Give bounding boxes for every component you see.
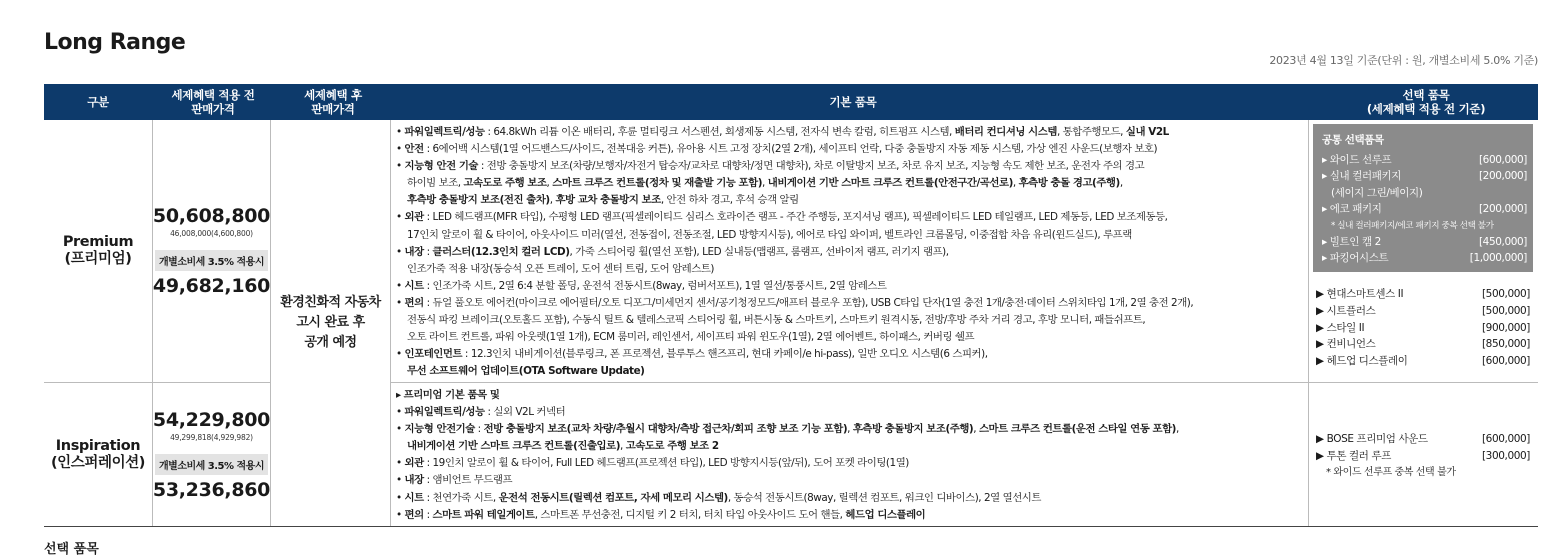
inspiration-option-note: * 와이드 선루프 중복 선택 불가 <box>1326 466 1456 478</box>
header-category <box>44 84 152 120</box>
option-item <box>1316 320 1530 337</box>
table-bottom-border <box>44 526 1538 527</box>
feature-line: • 지능형 안전기술 : 전방 충돌방지 보조(교차 차량/추월시 대향차/측방 접근차/회피 조향 보조 기능 포함), 후측방 충돌방지 보조(주행), 스마트 크루즈 컨트롤(운전 스타일 연동 포함), <box>396 423 1179 436</box>
option-price: [900,000] <box>1481 321 1530 334</box>
grid-line <box>1308 120 1309 526</box>
option-item <box>1316 431 1530 448</box>
option-label: ▶ 시트플러스 <box>1316 304 1376 317</box>
feature-line: • 편의 : 듀얼 풀오토 에어컨(마이크로 에어필터/오토 디포그/미세먼지 센서/공기청정모드/애프터 블로우 포함), USB C타입 단자(1열 충전 1개/충전·데이터 스위치타입 1개, 2열 충전 2개), <box>396 296 1194 309</box>
premium-features <box>396 124 1306 380</box>
option-label: ▶ 컨비니언스 <box>1316 338 1376 351</box>
premium-price-cell <box>153 120 270 382</box>
header-price-after: 세제혜택 후 판매가격 <box>304 88 362 116</box>
option-price: [200,000] <box>1478 203 1527 216</box>
feature-line: 무선 소프트웨어 업데이트(OTA Software Update) <box>407 365 645 378</box>
after-tax-price-cell <box>271 120 390 526</box>
grid-line <box>390 120 391 526</box>
option-label: ▶ BOSE 프리미엄 사운드 <box>1316 433 1428 445</box>
inspiration-options <box>1316 431 1530 481</box>
inspiration-tax-price: 53,236,860 <box>152 478 271 501</box>
inspiration-tax-badge: 개별소비세 3.5% 적용시 <box>155 454 268 475</box>
trim-inspiration-name: Inspiration (인스퍼레이션) <box>50 437 146 471</box>
option-item <box>1316 448 1530 465</box>
option-price: [600,000] <box>1478 154 1527 166</box>
option-item <box>1322 234 1527 250</box>
feature-line: • 내장 : 클러스터(12.3인치 컬러 LCD), 가죽 스티어링 휠(열선 포함), LED 실내등(맵램프, 룸램프, 선바이저 램프, 러기지 램프), <box>396 245 949 258</box>
inspiration-options-list <box>1316 431 1530 465</box>
header-options: 선택 품목 (세제혜택 적용 전 기준) <box>1366 88 1486 116</box>
feature-line: • 외관 : 19인치 알로이 휠 & 타이어, Full LED 헤드램프(프로젝션 타입), LED 방향지시등(앞/뒤), 도어 포켓 라이팅(1열) <box>396 457 909 470</box>
inspiration-price-detail: 49,299,818(4,929,982) <box>170 432 253 442</box>
option-label: ▶ 헤드업 디스플레이 <box>1316 355 1408 368</box>
feature-line: • 파워일렉트릭/성능 : 실외 V2L 커넥터 <box>396 406 566 419</box>
feature-line: 하이빔 보조, 고속도로 주행 보조, 스마트 크루즈 컨트롤(정차 및 재출발 기능 포함), 내비게이션 기반 스마트 크루즈 컨트롤(안전구간/곡선로), 후측방 충돌 경고(주행), <box>407 177 1123 190</box>
option-price: [1,000,000] <box>1469 252 1527 265</box>
option-item <box>1322 152 1527 168</box>
common-options-header: 공통 선택품목 <box>1322 134 1384 146</box>
feature-line: • 편의 : 스마트 파워 테일게이트, 스마트폰 무선충전, 디지털 키 2 터치, 터치 타입 아웃사이드 도어 핸들, 헤드업 디스플레이 <box>396 508 926 521</box>
option-item <box>1316 303 1530 320</box>
feature-line: 후측방 충돌방지 보조(전진 출차), 후방 교차 충돌방지 보조, 안전 하차 경고, 후석 승객 알림 <box>407 194 799 207</box>
feature-line: • 인포테인먼트 : 12.3인치 내비게이션(블루링크, 폰 프로젝션, 블루투스 핸즈프리, 현대 카페이/e hi-pass), 일반 오디오 시스템(6 스피커), <box>396 348 988 361</box>
inspiration-price: 54,229,800 <box>152 408 271 431</box>
premium-tax-badge: 개별소비세 3.5% 적용시 <box>155 250 268 271</box>
inspiration-price-cell <box>153 383 270 526</box>
page-title: Long Range <box>44 30 186 55</box>
common-options-list <box>1322 152 1527 267</box>
option-label: (세이지 그린/베이지) <box>1331 186 1423 199</box>
trim-premium-name: Premium (프리미엄) <box>62 234 134 267</box>
feature-line: • 파워일렉트릭/성능 : 64.8kWh 리튬 이온 배터리, 후륜 멀티링크 서스펜션, 회생제동 시스템, 전자식 변속 칼럼, 히트펌프 시스템, 배터리 컨디셔닝 시스템, 통합주행모드, 실내 V2L <box>396 126 1169 138</box>
premium-options-list <box>1316 286 1530 370</box>
next-section-title: 선택 품목 <box>44 542 99 557</box>
feature-line: 전동식 파킹 브레이크(오토홀드 포함), 수동식 틸트 & 텔레스코픽 스티어링 휠, 버튼시동 & 스마트키, 스마트키 원격시동, 전방/후방 주차 거리 경고, 후방 모니터, 패들쉬프트, <box>407 314 1146 327</box>
premium-tax-price: 49,682,160 <box>152 275 271 297</box>
trim-premium <box>44 120 152 382</box>
option-item <box>1322 250 1527 266</box>
option-price: [500,000] <box>1481 304 1530 317</box>
option-label: ▸ 파킹어시스트 <box>1322 252 1389 265</box>
feature-line: 인조가죽 적용 내장(동승석 오픈 트레이, 도어 센터 트림, 도어 암레스트) <box>407 262 715 275</box>
feature-line: • 시트 : 인조가죽 시트, 2열 6:4 분할 폴딩, 운전석 전동시트(8way, 럼버서포트), 1열 열선/통풍시트, 2열 암레스트 <box>396 279 887 292</box>
option-label: * 실내 컬러패키지/에코 패키지 중복 선택 불가 <box>1331 220 1494 231</box>
option-label: ▸ 와이드 선루프 <box>1322 154 1392 166</box>
option-price: [500,000] <box>1481 288 1530 300</box>
feature-line: 오토 라이트 컨트롤, 파워 아웃렛(1열 1개), ECM 룸미러, 레인센서, 세이프티 파워 윈도우(1열), 2열 에어벤트, 하이패스, 커버링 쉘프 <box>407 331 975 344</box>
option-label: ▸ 에코 패키지 <box>1322 203 1382 216</box>
option-price: [450,000] <box>1478 236 1527 249</box>
trim-inspiration <box>44 383 152 526</box>
feature-line: • 시트 : 천연가죽 시트, 운전석 전동시트(릴렉션 컴포트, 자세 메모리 시스템), 동승석 전동시트(8way, 릴렉션 컴포트, 워크인 디바이스), 2열 열선시트 <box>396 491 1041 504</box>
option-price: [600,000] <box>1481 433 1530 445</box>
feature-line: 17인치 알로이 휠 & 타이어, 아웃사이드 미러(열선, 전동접이, 전동조절, LED 방향지시등), 에어로 타입 와이퍼, 벨트라인 크롬몰딩, 이중접합 차음 유리(윈드실드), 루프랙 <box>407 228 1132 241</box>
common-options-box <box>1313 124 1533 272</box>
header-category-label: 구분 <box>87 95 109 109</box>
option-item <box>1322 168 1527 184</box>
option-item <box>1322 185 1527 201</box>
option-label: ▶ 스타일 II <box>1316 321 1365 334</box>
option-price: [300,000] <box>1481 449 1530 462</box>
premium-price-detail: 46,008,000(4,600,800) <box>170 229 253 238</box>
header-price-before: 세제혜택 적용 전 판매가격 <box>171 88 255 116</box>
premium-price: 50,608,800 <box>152 205 271 227</box>
feature-line: 내비게이션 기반 스마트 크루즈 컨트롤(진출입로), 고속도로 주행 보조 2 <box>407 440 719 453</box>
feature-line: ▸ 프리미엄 기본 품목 및 <box>396 389 500 401</box>
price-basis-note: 2023년 4월 13일 기준(단위 : 원, 개별소비세 5.0% 기준) <box>1269 54 1538 67</box>
header-standard-features: 기본 품목 <box>829 95 877 109</box>
row-divider <box>390 382 1538 383</box>
table-header <box>44 84 1538 120</box>
option-label: ▸ 실내 컬러패키지 <box>1322 170 1401 183</box>
option-item <box>1316 286 1530 303</box>
inspiration-features <box>396 387 1306 524</box>
option-label: ▶ 투톤 컬러 루프 <box>1316 449 1391 462</box>
option-price: [850,000] <box>1481 338 1530 351</box>
option-item <box>1316 353 1530 370</box>
feature-line: • 지능형 안전 기술 : 전방 충돌방지 보조(차량/보행자/자전거 탑승자/교차로 대향차/정면 대향차), 차로 이탈방지 보조, 차로 유지 보조, 지능형 속도 제한 보조, 운전자 주의 경고 <box>396 160 1145 173</box>
option-label: ▸ 빌트인 캠 2 <box>1322 236 1381 249</box>
feature-line: • 안전 : 6에어백 시스템(1열 어드밴스드/사이드, 전복대응 커튼), 유아용 시트 고정 장치(2열 2개), 세이프티 언락, 다중 충돌방지 자동 제동 시스템, 가상 엔진 사운드(보행자 보호) <box>396 143 1158 156</box>
after-tax-price-text: 환경친화적 자동차 고시 완료 후 공개 예정 <box>280 295 381 350</box>
option-label: ▶ 현대스마트센스 II <box>1316 288 1404 300</box>
option-item <box>1316 336 1530 353</box>
feature-line: • 내장 : 앰비언트 무드램프 <box>396 474 513 487</box>
feature-line: • 외관 : LED 헤드램프(MFR 타입), 수평형 LED 램프(픽셀레이티드 심리스 호라이즌 램프 - 주간 주행등, 포지셔닝 램프), 픽셀레이티드 LED 테일램프, LED 제동등, LED 보조제동등, <box>396 211 1168 224</box>
option-price: [600,000] <box>1481 355 1530 368</box>
option-price: [200,000] <box>1478 170 1527 183</box>
option-item <box>1322 218 1527 234</box>
option-item <box>1322 201 1527 217</box>
